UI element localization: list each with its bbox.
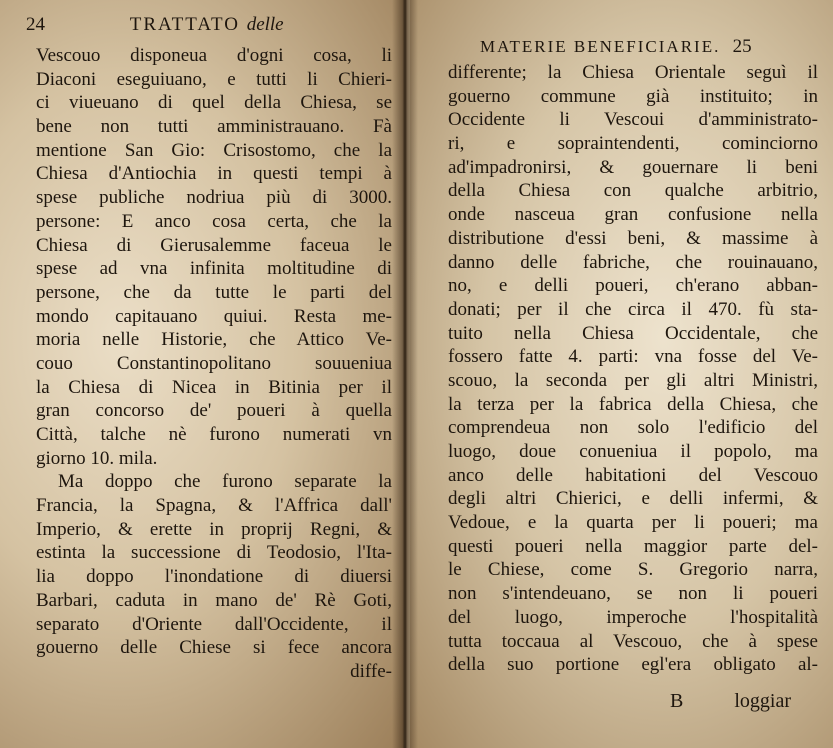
text-line: onde nasceua gran confusione nella	[448, 204, 818, 226]
text-line: gran concorso de' poueri à quella	[36, 400, 392, 422]
text-line: Diaconi eseguiuano, e tutti li Chieri-	[36, 68, 392, 90]
text-line: fossero fatte 4. parti: vna fosse del Ve-	[448, 346, 818, 368]
text-line: giorno 10. mila.	[36, 447, 158, 469]
text-line: Ma doppo che furono separate la	[58, 471, 392, 493]
text-line: degli altri Chierici, e delli infermi, &	[448, 488, 818, 510]
text-line: Città, talche nè furono numerati vn	[36, 424, 392, 445]
text-line: separato d'Oriente dall'Occidente, il	[36, 613, 392, 635]
text-line: diffe-	[350, 660, 392, 682]
right-page-header	[480, 36, 752, 58]
text-line: anco delle habitationi del Vescouo	[448, 464, 818, 486]
text-line: danno delle fabriche, che rouinauano,	[448, 251, 818, 273]
text-line: ci viueuano di quel della Chiesa, se	[36, 92, 392, 114]
text-line: tutta toccaua al Vescouo, che à spese	[448, 630, 818, 652]
text-line: gouerno delle Chiese si fece ancora	[36, 637, 392, 659]
text-line: spese publiche nodriua più di 3000.	[36, 187, 392, 209]
text-line: questi poueri nella maggior parte del-	[448, 535, 818, 557]
text-line: del luogo, imperoche l'hospitalità	[448, 606, 818, 628]
text-line: ad'impadronirsi, & gouernare li beni	[448, 156, 818, 178]
text-line: non s'intendeuano, se non li poueri	[448, 583, 818, 605]
text-line: Francia, la Spagna, & l'Affrica dall'	[36, 495, 392, 517]
text-line: estinta la successione di Teodosio, l'Ita-	[36, 542, 392, 564]
text-line: la Chiesa di Nicea in Bitinia per il	[36, 376, 392, 398]
text-line: Vescouo disponeua d'ogni cosa, li	[36, 45, 392, 66]
text-line: persone, che da tutte le parti del	[36, 281, 392, 303]
right-page	[410, 0, 833, 748]
text-line: moria nelle Historie, che Attico Ve-	[36, 329, 392, 351]
left-page-text	[36, 44, 392, 684]
text-line: Chiesa di Gierusalemme faceua le	[36, 234, 392, 256]
text-line: Occidente li Vescoui d'amministrato-	[448, 109, 818, 131]
left-page-header	[26, 14, 284, 36]
text-line: bene non tutti amministrauano. Fà	[36, 116, 392, 138]
text-line: no, e delli poueri, ch'erano abban-	[448, 275, 818, 297]
page-number: 25	[732, 36, 752, 57]
text-line: Imperio, & erette in proprij Regni, &	[36, 518, 392, 540]
signature-line	[670, 690, 791, 713]
text-line: comprendeua non solo l'edificio del	[448, 417, 818, 439]
text-line: le Chiese, come S. Gregorio narra,	[448, 559, 818, 581]
text-line: couo Constantinopolitano souueniua	[36, 352, 392, 374]
text-line: scouo, la seconda per gli altri Ministri,	[448, 369, 818, 391]
text-line: tuito nella Chiesa Occidentale, che	[448, 322, 818, 344]
text-line: Barbari, caduta in mano de' Rè Goti,	[36, 589, 392, 611]
text-line: mondo capitauano quiui. Resta me-	[36, 305, 392, 327]
text-line: mentione San Gio: Crisostomo, che la	[36, 139, 392, 161]
text-line: lia doppo l'inondatione di diuersi	[36, 566, 392, 588]
running-title-italic: delle	[246, 14, 284, 35]
catchword: loggiar	[734, 690, 791, 712]
text-line: ri, e sopraintendenti, cominciorno	[448, 133, 818, 155]
running-title: TRATTATO	[129, 14, 240, 35]
text-line: la terza per la fabrica della Chiesa, che	[448, 393, 818, 415]
running-title: MATERIE BENEFICIARIE.	[480, 37, 721, 56]
text-line: donati; per il che circa il 470. fù sta-	[448, 298, 818, 320]
book-gutter	[392, 0, 418, 748]
left-page	[0, 0, 404, 748]
right-page-text	[448, 61, 818, 677]
text-line: della Chiesa con qualche arbitrio,	[448, 180, 818, 202]
signature-mark: B	[670, 690, 684, 712]
text-line: della suo portione egl'era obligato al-	[448, 654, 818, 676]
text-line: luogo, doue conueniua il popolo, ma	[448, 441, 818, 462]
text-line: distributione d'essi beni, & massime à	[448, 227, 818, 249]
text-line: gouerno commune già instituito; in	[448, 85, 818, 107]
text-line: differente; la Chiesa Orientale seguì il	[448, 62, 818, 83]
text-line: persone: E anco cosa certa, che la	[36, 210, 392, 232]
text-line: spese ad vna infinita moltitudine di	[36, 258, 392, 280]
page-number: 24	[26, 14, 45, 35]
text-line: Vedoue, e la quarta per li poueri; ma	[448, 512, 818, 534]
text-line: Chiesa d'Antiochia in questi tempi à	[36, 163, 392, 185]
